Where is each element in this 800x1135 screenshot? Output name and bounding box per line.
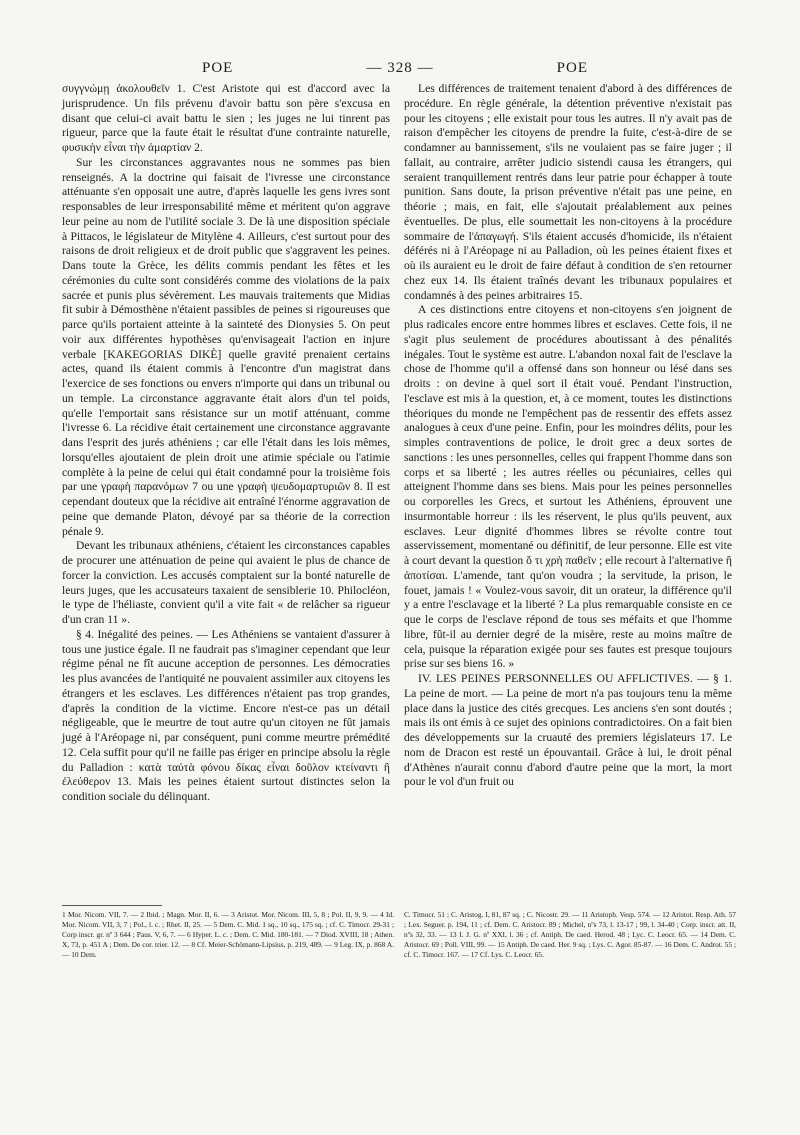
- running-head-right: POE: [556, 60, 588, 76]
- footnote-rule: [62, 905, 162, 906]
- footnotes-left: 1 Mor. Nicom. VII, 7. — 2 Ibid. ; Magn. Mor. II, 6. — 3 Aristot. Mor. Nicom. III, 5, 8 ; Pol. II, 9, 9. — 4 Id. Mor. Nicom. VII, 3, 7 ; Pol., l. c. ; Rhet. II, 25. — 5 Dem. C. Mid. 1 sq., 10 sq., 175 sq. ; cf. C. Timocr. 29-31 ; Corp inscr. gr. nº 3 644 ; Paus. V, 6, 7. — 6 Hyper. L. c. ; Dem. C. Mid. 180-181. — 7 Diod. XVIII, 18 ; Athen. X, 73, p. 451 A ; Dem. De cor. trier. 12. — 8 Cf. Meier-Schömann-Lipsius, p. 219, 489. — 9 Leg. IX, p. 868 A. — 10 Dem.: [62, 910, 394, 959]
- running-head: [62, 60, 738, 82]
- paragraph: Devant les tribunaux athéniens, c'étaient les circonstances capables de procurer une atténuation de peine qui avaient le plus de chance de forcer la conviction. Les accusés comptaient sur la bonté naturelle de leurs juges, que les accusateurs taxaient de sensiblerie 10. Philocléon, le type de l'héliaste, convient qu'il a vite fait « de relâcher sa rigueur d'un cran 11 ».: [62, 539, 390, 626]
- paragraph: Sur les circonstances aggravantes nous ne sommes pas bien renseignés. A la doctrine qui faisait de l'ivresse une circonstance atténuante s'en opposait une autre, d'après laquelle les gens ivres sont responsables de leur irresponsabilité même et méritent qu'on aggrave leur peine au nom de l'utilité sociale 3. De là une disposition spéciale à Pittacos, le législateur de Mitylène 4. Ailleurs, c'est surtout pour des raisons de droit religieux et de droit public que s'aggravent les peines. Dans toute la Grèce, les délits commis pendant les fêtes et les cérémonies du culte sont considérés comme des violations de la paix sacrée et punis plus sévèrement. Les mauvais traitements que Midias fit subir à Démosthène n'étaient passibles de peines si rigoureuses que parce qu'ils portaient atteinte à la sainteté des Dionysies 5. On peut voir aux différentes hypothèses qu'envisageait l'action en injure verbale [KAKEGORIAS DIKÈ] quelle gravité prenaient certains actes, quand ils étaient commis à l'encontre d'un magistrat dans l'exercice de ses fonctions ou envers n'importe qui dans un tribunal ou un temple. La circonstance aggravante était alors d'un tel poids, qu'elle l'emportait sans résistance sur un motif atténuant, comme l'ivresse 6. La récidive était certainement une circonstance aggravante dans l'esprit des jurés athéniens ; car elle l'était dans les lois mêmes, lorsqu'elles ajoutaient de plein droit une atimie spéciale ou l'atimie complète à la peine de celui qui était condamné pour la troisième fois par une γραφὴ παρανόμων 7 ou une γραφὴ ψευδομαρτυριῶν 8. Il est cependant douteux que la récidive ait entraîné l'énorme aggravation de peine que demande Platon, dévoyé par sa théorie de la correction pénale 9.: [62, 155, 390, 538]
- page-number: — 328 —: [366, 60, 434, 76]
- footnotes-right: C. Timocr. 51 ; C. Aristog. I, 81, 87 sq. ; C. Nicostr. 29. — 11 Aristoph. Vesp. 574. — 12 Aristot. Resp. Ath. 57 ; Lex. Seguer. p. 194, 11 ; cf. Dem. C. Aristocr. 89 ; Michel, nºs 73, l. 13-17 ; 99, l. 34-40 ; Corp. inscr. att. II, nºs 32, 33. — 13 I. J. G. nº XXI, l. 36 ; cf. Antiph. De caed. Herod. 48 ; Lyc. C. Leocr. 65. — 14 Dem. C. Aristocr. 69 ; Poll. VIII, 99. — 15 Antiph. De caed. Her. 9 sq. ; Lys. C. Agor. 85-87. — 16 Dem. C. Androt. 55 ; cf. C. Timocr. 167. — 17 Cf. Lys. C. Leocr. 65.: [404, 910, 736, 959]
- paragraph: Les différences de traitement tenaient d'abord à des différences de procédure. En règle générale, la détention préventive n'existait pas pour les citoyens ; elle existait pour tous les autres. Il n'y avait pas de raison d'empêcher les citoyens de prendre la fuite, c'est-à-dire de se condamner au bannissement, s'ils ne voulaient pas se faire juger ; il fallait, au contraire, arrêter judicio sistendi causa les étrangers, qui seraient tranquillement rentrés dans leur patrie pour échapper à toute punition. Sans doute, la prison préventive n'était pas une peine, en théorie ; mais, en fait, elle s'ajoutait préalablement aux peines éventuelles. De plus, elle soumettait les non-citoyens à la procédure sommaire de l'ἀπαγωγή. S'ils étaient accusés d'homicide, ils n'étaient déférés ni à l'Aréopage ni au Palladion, où les peines étaient fixes et où ils auraient eu le droit de faire défaut à condition de s'en retourner chez eux 14. Ils étaient traînés devant les tribunaux populaires et condamnés à des peines arbitraires 15.: [404, 82, 732, 302]
- paragraph: § 4. Inégalité des peines. — Les Athéniens se vantaient d'assurer à tous une justice égale. Il ne faudrait pas s'imaginer cependant que leur régime pénal ne fît aucune acception de personnes. Les démocraties les plus avancées de l'antiquité ne pouvaient assimiler aux citoyens les étrangers et les esclaves. Les différences n'étaient pas trop grandes, d'après la condition de la victime. Encore n'est-ce pas un détail négligeable, que le meurtre de tout autre qu'un citoyen ne fût jamais jugé à l'Aréopage ni, par conséquent, puni comme meurtre prémédité 12. Cela suffit pour qu'il ne faille pas ériger en principe absolu la règle du Palladion : κατὰ ταὐτὰ φόνου δίκας εἶναι δοῦλον κτείναντι ἢ ἐλεύθερον 13. Mais les peines étaient surtout distinctes selon la condition sociale du délinquant.: [62, 627, 390, 803]
- paragraph: A ces distinctions entre citoyens et non-citoyens s'en joignent de plus radicales encore entre hommes libres et esclaves. Cette fois, il ne s'agit plus seulement de procédures aboutissant à des pénalités inégales. Tout le système est autre. L'abandon noxal fait de l'esclave la chose de l'homme qu'il a offensé dans son honneur ou lésé dans ses droits : on devine à quel sort il était voué. Pendant l'instruction, l'esclave est mis à la question, et, à ce moment, toutes les distinctions théoriques du monde ne l'empêchent pas de ressentir des effets assez analogues à ceux d'une peine. Enfin, pour les moindres délits, pour les simples contraventions de police, le droit grec a deux sortes de sanctions : les unes personnelles, celles qui frappent l'homme dans son corps et sa liberté ; les autres réelles ou pécuniaires, celles qui atteignent l'homme dans ses biens. Mais pour les peines personnelles ou corporelles les Grecs, et surtout les Athéniens, éprouvent une insurmontable horreur : ils les réservent, le plus qu'ils peuvent, aux esclaves. Leur dignité d'hommes libres se révolte contre tout asservissement, momentané ou définitif, de leur personne. Elle est vite à court devant la question ὅ τι χρὴ παθεῖν ; elle recourt à l'alternative ἢ ἀποτίσαι. L'amende, tant qu'on voudra ; la servitude, la prison, le fouet, jamais ! « Voulez-vous savoir, dit un orateur, la différence qu'il y a entre l'esclavage et la liberté ? La plus remarquable consiste en ce que le corps de l'esclave répond de tous ses méfaits et que l'homme libre, fût-il au dernier degré de la misère, reste au moins maître de cela, puisque la réparation exigée pour ses fautes est presque toujours prise sur ses biens 16. »: [404, 303, 732, 671]
- paragraph: IV. LES PEINES PERSONNELLES OU AFFLICTIVES. — § 1. La peine de mort. — La peine de mort n'a pas toujours tenu la même place dans la justice des cités grecques. Les anciens s'en sont doutés ; mais ils ont émis à ce sujet des opinions contradictoires. On a fait bien des développements sur la cruauté des premiers législateurs 17. Le nom de Dracon est resté un épouvantail. Grâce à lui, le droit pénal d'Athènes n'aurait connu d'abord d'autre peine que la mort, la mort pour le vol d'un fruit ou: [404, 672, 732, 789]
- left-column: [62, 82, 390, 805]
- running-head-left: POE: [202, 60, 234, 76]
- paragraph: συγγνώμῃ ἀκολουθεῖν 1. C'est Aristote qui est d'accord avec la jurisprudence. Un fils prévenu d'avoir battu son père s'excusa en disant que celui-ci avait battu le sien ; les juges ne lui tinrent pas rigueur, parce que la faute était le résultat d'une contrainte naturelle, φυσικὴν εἶναι τὴν ἁμαρτίαν 2.: [62, 82, 390, 154]
- right-column: [404, 82, 732, 790]
